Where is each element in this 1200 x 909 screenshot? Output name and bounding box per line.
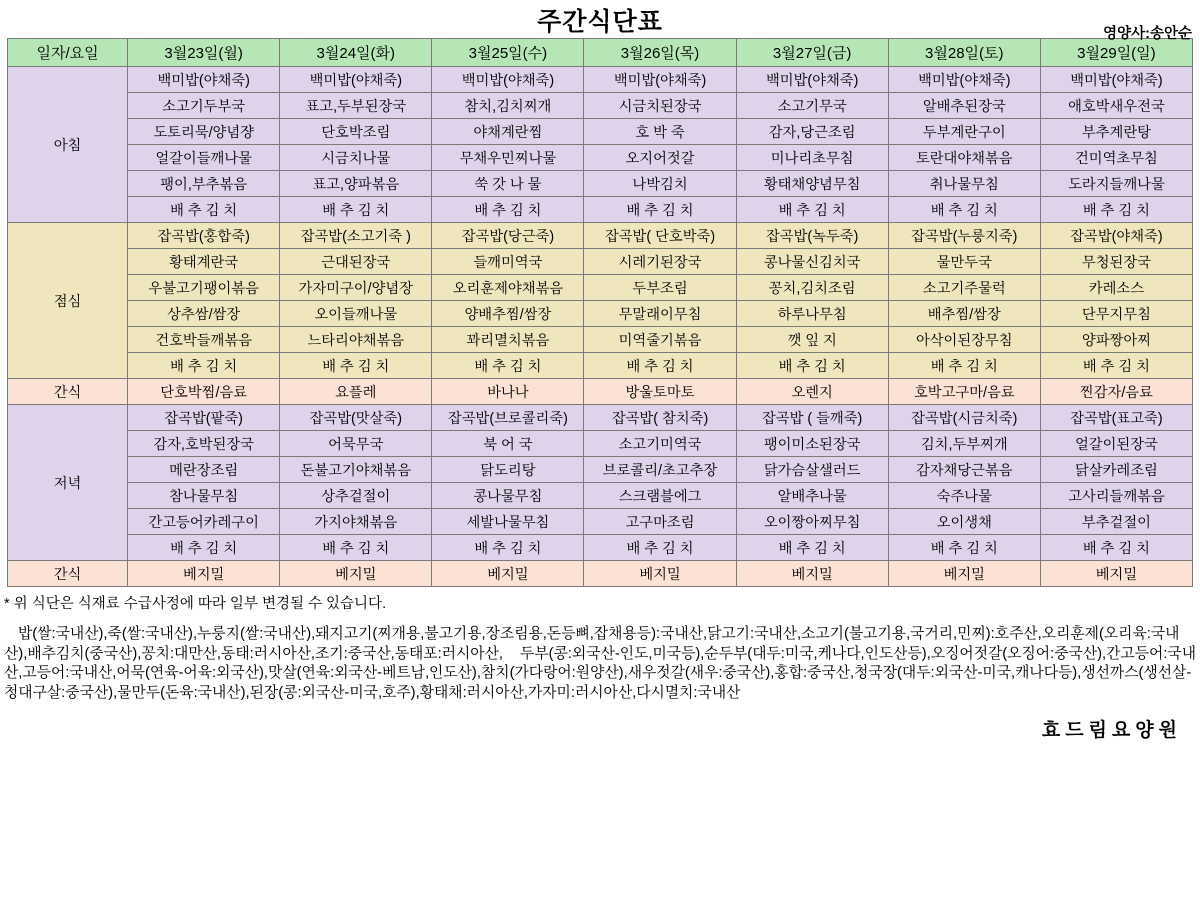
menu-cell: 백미밥(야채죽): [128, 67, 280, 93]
menu-cell: 우불고기팽이볶음: [128, 275, 280, 301]
menu-cell: 배 추 김 치: [584, 197, 736, 223]
menu-cell: 잡곡밥(야채죽): [1040, 223, 1192, 249]
table-row: [8, 405, 1193, 431]
menu-cell: 잡곡밥(표고죽): [1040, 405, 1192, 431]
menu-cell: 숙주나물: [888, 483, 1040, 509]
menu-cell: 참나물무침: [128, 483, 280, 509]
table-row: [8, 535, 1193, 561]
menu-cell: 팽이미소된장국: [736, 431, 888, 457]
menu-cell: 들깨미역국: [432, 249, 584, 275]
menu-cell: 호 박 죽: [584, 119, 736, 145]
menu-cell: 상추겉절이: [280, 483, 432, 509]
menu-cell: 카레소스: [1040, 275, 1192, 301]
table-row: [8, 509, 1193, 535]
menu-cell: 건미역초무침: [1040, 145, 1192, 171]
weekly-menu-table: [7, 38, 1193, 587]
menu-cell: 콩나물무침: [432, 483, 584, 509]
menu-cell: 잡곡밥(당근죽): [432, 223, 584, 249]
table-row: [8, 275, 1193, 301]
menu-cell: 느타리야채볶음: [280, 327, 432, 353]
menu-cell: 두부계란구이: [888, 119, 1040, 145]
menu-cell: 베지밀: [584, 561, 736, 587]
menu-cell: 잡곡밥(소고기죽 ): [280, 223, 432, 249]
menu-cell: 닭가슴살샐러드: [736, 457, 888, 483]
menu-cell: 백미밥(야채죽): [1040, 67, 1192, 93]
menu-cell: 가지야채볶음: [280, 509, 432, 535]
menu-cell: 브로콜리/초고추장: [584, 457, 736, 483]
column-header-day-4: 3월26일(목): [584, 39, 736, 67]
menu-cell: 오렌지: [736, 379, 888, 405]
table-header-row: [8, 39, 1193, 67]
menu-cell: 오이생채: [888, 509, 1040, 535]
column-header-day-3: 3월25일(수): [432, 39, 584, 67]
menu-cell: 간고등어카레구이: [128, 509, 280, 535]
menu-cell: 미나리초무침: [736, 145, 888, 171]
menu-cell: 얼갈이된장국: [1040, 431, 1192, 457]
menu-cell: 알배추나물: [736, 483, 888, 509]
menu-cell: 깻 잎 지: [736, 327, 888, 353]
table-row: [8, 197, 1193, 223]
column-header-day-6: 3월28일(토): [888, 39, 1040, 67]
menu-cell: 배 추 김 치: [888, 353, 1040, 379]
menu-cell: 도토리묵/양념쟝: [128, 119, 280, 145]
menu-cell: 건호박들깨볶음: [128, 327, 280, 353]
menu-cell: 양파짱아찌: [1040, 327, 1192, 353]
menu-cell: 하루나무침: [736, 301, 888, 327]
menu-cell: 배 추 김 치: [888, 535, 1040, 561]
menu-cell: 배 추 김 치: [1040, 197, 1192, 223]
menu-cell: 꽈리멸치볶음: [432, 327, 584, 353]
meal-label-breakfast: 아침: [8, 67, 128, 223]
menu-cell: 오이짱아찌무침: [736, 509, 888, 535]
menu-cell: 닭도리탕: [432, 457, 584, 483]
table-row: [8, 353, 1193, 379]
menu-cell: 돈불고기야채볶음: [280, 457, 432, 483]
meal-label-snack-1: 간식: [8, 379, 128, 405]
menu-cell: 오리훈제야채볶음: [432, 275, 584, 301]
table-row: [8, 483, 1193, 509]
menu-cell: 잡곡밥(맛살죽): [280, 405, 432, 431]
menu-cell: 배 추 김 치: [888, 197, 1040, 223]
menu-cell: 꽁치,김치조림: [736, 275, 888, 301]
menu-note: * 위 식단은 식재료 수급사정에 따라 일부 변경될 수 있습니다.: [4, 596, 387, 612]
document-header: [0, 0, 1200, 42]
menu-cell: 배 추 김 치: [584, 535, 736, 561]
menu-cell: 감자채당근볶음: [888, 457, 1040, 483]
menu-cell: 단호박찜/음료: [128, 379, 280, 405]
menu-cell: 배 추 김 치: [736, 535, 888, 561]
menu-cell: 바나나: [432, 379, 584, 405]
table-row: [8, 145, 1193, 171]
menu-cell: 얼갈이들깨나물: [128, 145, 280, 171]
menu-cell: 무채우민찌나물: [432, 145, 584, 171]
menu-cell: 가자미구이/양념장: [280, 275, 432, 301]
menu-cell: 배 추 김 치: [432, 535, 584, 561]
menu-cell: 고사리들깨볶음: [1040, 483, 1192, 509]
menu-cell: 무청된장국: [1040, 249, 1192, 275]
menu-cell: 배 추 김 치: [1040, 535, 1192, 561]
menu-cell: 토란대야채볶음: [888, 145, 1040, 171]
menu-cell: 배 추 김 치: [280, 197, 432, 223]
ingredient-origin-text: [4, 625, 1196, 703]
menu-cell: 닭살카레조림: [1040, 457, 1192, 483]
page-title: 주간식단표: [537, 8, 663, 36]
menu-cell: 배 추 김 치: [128, 353, 280, 379]
menu-cell: 소고기미역국: [584, 431, 736, 457]
table-row: [8, 457, 1193, 483]
table-row: [8, 171, 1193, 197]
table-row: [8, 301, 1193, 327]
origin-text: 밥(쌀:국내산),죽(쌀:국내산),누룽지(쌀:국내산),돼지고기(찌개용,불고기용,장조림용,돈등뼈,잡채용등):국내산,닭고기:국내산,소고기(불고기용,국거리,민찌):호주산,오리훈제(오리육:국내산),배추김치(중국산),꽁치:대만산,동태:러시아산,조기:중국산,동태포:러시아산, 두부(콩:외국산-인도,미국등),순두부(대두:미국,케나다,인도산등),오징어젓갈(오징어:중국산),간고등어:국내산,고등어:국내산,어묵(연육-어육:외국산),맛살(연육:외국산-베트남,인도산),참치(가다랑어:원양산),새우젓갈(새우:중국산),홍합:중국산,청국장(대두:외국산-미국,캐나다등),생선까스(생선살-청대구살:중국산),물만두(돈육:국내산),된장(콩:외국산-미국,호주),황태채:러시아산,가자미:러시아산,다시멸치:국내산: [4, 626, 1196, 701]
column-header-day-2: 3월24일(화): [280, 39, 432, 67]
menu-cell: 요플레: [280, 379, 432, 405]
meal-label-lunch: 점심: [8, 223, 128, 379]
menu-cell: 베지밀: [280, 561, 432, 587]
meal-label-snack-2: 간식: [8, 561, 128, 587]
column-header-day-1: 3월23일(월): [128, 39, 280, 67]
column-header-day-7: 3월29일(일): [1040, 39, 1192, 67]
menu-cell: 양배추찜/쌈장: [432, 301, 584, 327]
table-row: [8, 431, 1193, 457]
menu-cell: 도라지들깨나물: [1040, 171, 1192, 197]
menu-cell: 메란장조림: [128, 457, 280, 483]
menu-cell: 백미밥(야채죽): [432, 67, 584, 93]
menu-cell: 잡곡밥 ( 들깨죽): [736, 405, 888, 431]
meal-label-dinner: 저녁: [8, 405, 128, 561]
column-header-day-5: 3월27일(금): [736, 39, 888, 67]
table-row: [8, 327, 1193, 353]
menu-cell: 잡곡밥(홍합죽): [128, 223, 280, 249]
menu-cell: 쑥 갓 나 물: [432, 171, 584, 197]
menu-cell: 어묵무국: [280, 431, 432, 457]
menu-cell: 잡곡밥(누룽지죽): [888, 223, 1040, 249]
menu-cell: 찐감자/음료: [1040, 379, 1192, 405]
table-row: [8, 249, 1193, 275]
menu-cell: 감자,당근조림: [736, 119, 888, 145]
menu-cell: 북 어 국: [432, 431, 584, 457]
menu-cell: 잡곡밥(팥죽): [128, 405, 280, 431]
menu-cell: 상추쌈/쌈장: [128, 301, 280, 327]
table-row: [8, 93, 1193, 119]
menu-cell: 오지어젓갈: [584, 145, 736, 171]
menu-cell: 소고기무국: [736, 93, 888, 119]
menu-cell: 표고,양파볶음: [280, 171, 432, 197]
menu-cell: 방울토마토: [584, 379, 736, 405]
menu-cell: 배 추 김 치: [736, 197, 888, 223]
menu-cell: 야채계란찜: [432, 119, 584, 145]
menu-cell: 감자,호박된장국: [128, 431, 280, 457]
menu-cell: 애호박새우전국: [1040, 93, 1192, 119]
menu-cell: 잡곡밥(브로콜리죽): [432, 405, 584, 431]
menu-cell: 콩나물신김치국: [736, 249, 888, 275]
facility-name: 효드림요양원: [1041, 720, 1182, 742]
menu-cell: 팽이,부추볶음: [128, 171, 280, 197]
menu-cell: 단무지무침: [1040, 301, 1192, 327]
menu-cell: 배 추 김 치: [584, 353, 736, 379]
menu-cell: 황태채양념무침: [736, 171, 888, 197]
menu-cell: 잡곡밥(시금치죽): [888, 405, 1040, 431]
menu-cell: 부추계란탕: [1040, 119, 1192, 145]
menu-cell: 베지밀: [432, 561, 584, 587]
menu-cell: 물만두국: [888, 249, 1040, 275]
table-row: [8, 561, 1193, 587]
menu-cell: 스크램블에그: [584, 483, 736, 509]
menu-cell: 잡곡밥( 참치죽): [584, 405, 736, 431]
menu-cell: 취나물무침: [888, 171, 1040, 197]
menu-cell: 배 추 김 치: [280, 535, 432, 561]
menu-cell: 시금치나물: [280, 145, 432, 171]
menu-cell: 백미밥(야채죽): [888, 67, 1040, 93]
menu-cell: 참치,김치찌개: [432, 93, 584, 119]
nutritionist-label: 영양사:송안순: [1103, 26, 1192, 42]
menu-cell: 배 추 김 치: [1040, 353, 1192, 379]
menu-cell: 무말래이무침: [584, 301, 736, 327]
menu-cell: 아삭이된장무침: [888, 327, 1040, 353]
menu-cell: 소고기주물럭: [888, 275, 1040, 301]
menu-cell: 김치,두부찌개: [888, 431, 1040, 457]
menu-cell: 오이들깨나물: [280, 301, 432, 327]
table-row: [8, 67, 1193, 93]
menu-cell: 세발나물무침: [432, 509, 584, 535]
menu-cell: 황태계란국: [128, 249, 280, 275]
menu-cell: 표고,두부된장국: [280, 93, 432, 119]
menu-cell: 두부조림: [584, 275, 736, 301]
menu-cell: 백미밥(야채죽): [280, 67, 432, 93]
menu-cell: 미역줄기볶음: [584, 327, 736, 353]
menu-cell: 소고기두부국: [128, 93, 280, 119]
menu-cell: 백미밥(야채죽): [736, 67, 888, 93]
table-row: [8, 119, 1193, 145]
menu-cell: 배 추 김 치: [280, 353, 432, 379]
table-body: [8, 67, 1193, 587]
menu-cell: 백미밥(야채죽): [584, 67, 736, 93]
table-row: [8, 379, 1193, 405]
menu-cell: 베지밀: [888, 561, 1040, 587]
menu-cell: 잡곡밥( 단호박죽): [584, 223, 736, 249]
menu-cell: 배 추 김 치: [128, 197, 280, 223]
menu-cell: 시금치된장국: [584, 93, 736, 119]
menu-cell: 배추찜/쌈장: [888, 301, 1040, 327]
menu-cell: 배 추 김 치: [736, 353, 888, 379]
menu-cell: 고구마조림: [584, 509, 736, 535]
menu-cell: 잡곡밥(녹두죽): [736, 223, 888, 249]
menu-cell: 베지밀: [128, 561, 280, 587]
menu-cell: 호박고구마/음료: [888, 379, 1040, 405]
menu-cell: 부추겉절이: [1040, 509, 1192, 535]
menu-cell: 시레기된장국: [584, 249, 736, 275]
menu-cell: 베지밀: [1040, 561, 1192, 587]
menu-cell: 배 추 김 치: [432, 197, 584, 223]
menu-cell: 알배추된장국: [888, 93, 1040, 119]
menu-cell: 베지밀: [736, 561, 888, 587]
menu-cell: 나박김치: [584, 171, 736, 197]
column-header-date: 일자/요일: [8, 39, 128, 67]
menu-cell: 근대된장국: [280, 249, 432, 275]
menu-cell: 단호박조림: [280, 119, 432, 145]
menu-cell: 배 추 김 치: [128, 535, 280, 561]
menu-cell: 배 추 김 치: [432, 353, 584, 379]
table-row: [8, 223, 1193, 249]
